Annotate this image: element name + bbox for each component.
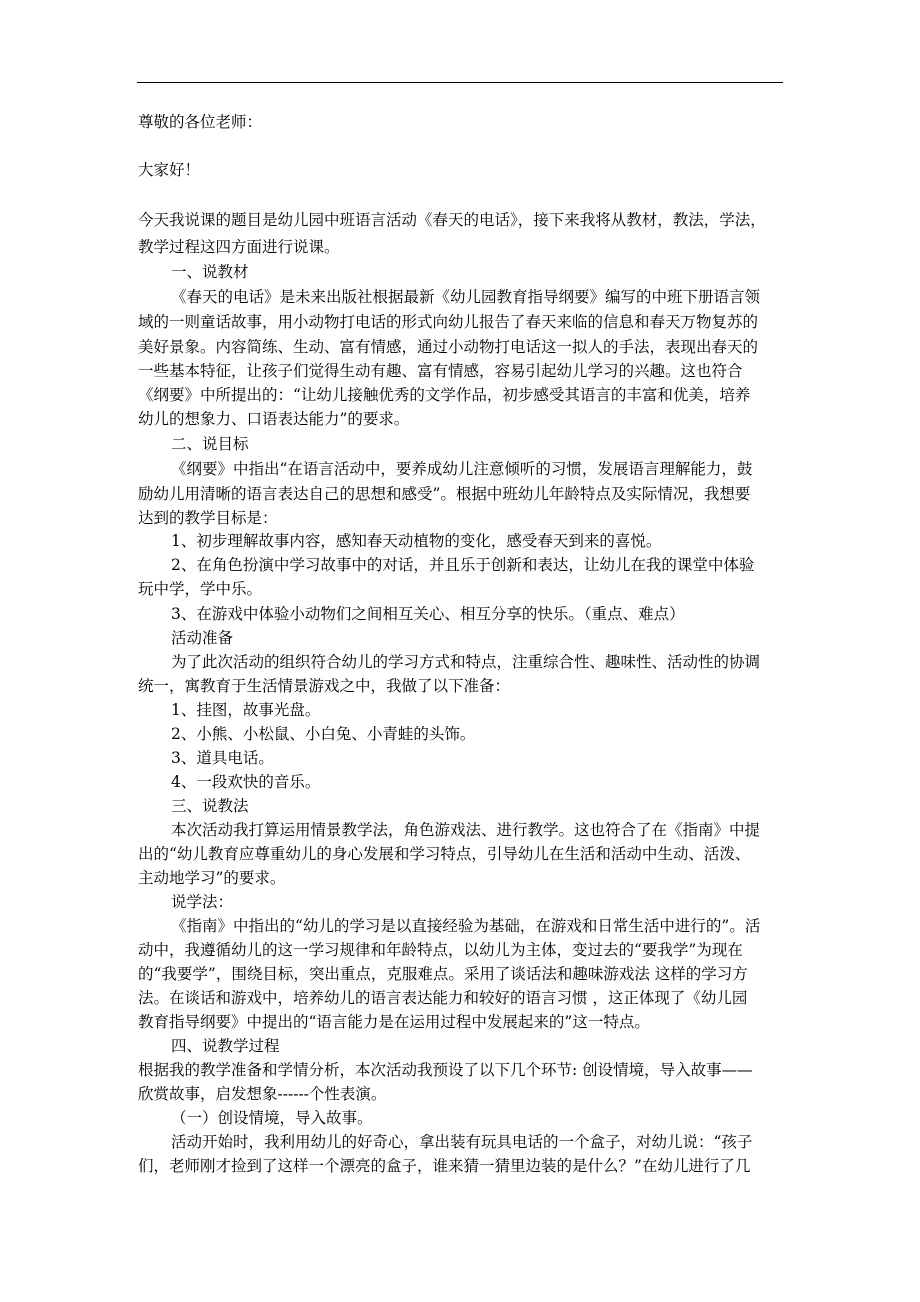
text-line: 统一，寓教育于生活情景游戏之中，我做了以下准备： — [138, 677, 511, 695]
text-line: 1、挂图，故事光盘。 — [171, 701, 321, 719]
text-line: 《指南》中指出的“幼儿的学习是以直接经验为基础，在游戏和日常生活中进行的”。活 — [171, 917, 761, 935]
text-line: 根据我的教学准备和学情分析，本次活动我预设了以下几个环节: 创设情境，导入故事—— — [138, 1061, 753, 1079]
text-line: 励幼儿用清晰的语言表达自己的思想和感受”。根据中班幼儿年龄特点及实际情况，我想要 — [138, 485, 751, 503]
text-line: 教育指导纲要》中提出的“语言能力是在运用过程中发展起来的”这一特点。 — [138, 1013, 650, 1031]
text-line: 《纲要》中指出“在语言活动中，要养成幼儿注意倾听的习惯，发展语言理解能力，鼓 — [171, 460, 753, 478]
text-line: 玩中学，学中乐。 — [138, 580, 263, 598]
section-heading: 活动准备 — [171, 629, 234, 647]
text-line: 2、在角色扮演中学习故事中的对话，并且乐于创新和表达，让幼儿在我的课堂中体验 — [171, 556, 755, 574]
text-line: 为了此次活动的组织符合幼儿的学习方式和特点，注重综合性、趣味性、活动性的协调 — [171, 653, 761, 671]
text-line: 域的一则童话故事，用小动物打电话的形式向幼儿报告了春天来临的信息和春天万物复苏的 — [138, 313, 759, 331]
text-line: 出的“幼儿教育应尊重幼儿的身心发展和学习特点，引导幼儿在生活和活动中生动、活泼、 — [138, 845, 751, 863]
text-line: 教学过程这四方面进行说课。 — [138, 238, 340, 256]
text-line: 幼儿的想象力、口语表达能力”的要求。 — [138, 410, 410, 428]
text-line: 的“我要学”，围绕目标，突出重点，克服难点。采用了谈话法和趣味游戏法 这样的学习方 — [138, 965, 748, 983]
text-line: 动中，我遵循幼儿的这一学习规律和年龄特点，以幼儿为主体，变过去的“要我学”为现在 — [138, 941, 743, 959]
text-line: 《春天的电话》是未来出版社根据最新《幼儿园教育指导纲要》编写的中班下册语言领 — [171, 288, 761, 306]
text-line: 活动开始时，我利用幼儿的好奇心，拿出装有玩具电话的一个盒子，对幼儿说：“孩子 — [171, 1133, 753, 1151]
text-line: 们，老师刚才捡到了这样一个漂亮的盒子，谁来猜一猜里边装的是什么？”在幼儿进行了几 — [138, 1157, 751, 1175]
text-line: 3、道具电话。 — [171, 749, 274, 767]
text-line: 3、在游戏中体验小动物们之间相互关心、相互分享的快乐。（重点、难点） — [171, 605, 685, 623]
section-heading: 三、说教法 — [171, 797, 249, 815]
salutation: 尊敬的各位老师： — [138, 113, 263, 131]
text-line: 美好景象。内容简练、生动、富有情感，通过小动物打电话这一拟人的手法，表现出春天的 — [138, 338, 759, 356]
text-line: 主动地学习”的要求。 — [138, 869, 286, 887]
text-line: 2、小熊、小松鼠、小白兔、小青蛙的头饰。 — [171, 725, 476, 743]
greeting: 大家好！ — [138, 161, 201, 179]
section-heading: 说学法： — [171, 893, 234, 911]
section-heading: 一、说教材 — [171, 263, 249, 281]
text-line: 1、初步理解故事内容，感知春天动植物的变化，感受春天到来的喜悦。 — [171, 532, 662, 550]
text-line: 欣赏故事，启发想象------个性表演。 — [138, 1085, 387, 1103]
section-heading: 二、说目标 — [171, 435, 249, 453]
section-heading: 四、说教学过程 — [171, 1037, 280, 1055]
text-line: 《纲要》中所提出的：“让幼儿接触优秀的文学作品，初步感受其语言的丰富和优美，培养 — [138, 386, 751, 404]
text-line: 达到的教学目标是： — [138, 509, 278, 527]
header-rule — [137, 82, 783, 83]
text-line: 法。在谈话和游戏中，培养幼儿的语言表达能力和较好的语言习惯 ，这正体现了《幼儿园 — [138, 989, 748, 1007]
text-line: 4、一段欢快的音乐。 — [171, 773, 321, 791]
text-line: 一些基本特征，让孩子们觉得生动有趣、富有情感，容易引起幼儿学习的兴趣。这也符合 — [138, 362, 743, 380]
text-line: 今天我说课的题目是幼儿园中班语言活动《春天的电话》，接下来我将从教材，教法，学法， — [138, 211, 766, 229]
section-heading: （一）创设情境，导入故事。 — [171, 1109, 373, 1127]
text-line: 本次活动我打算运用情景教学法，角色游戏法、进行教学。这也符合了在《指南》中提 — [171, 821, 761, 839]
